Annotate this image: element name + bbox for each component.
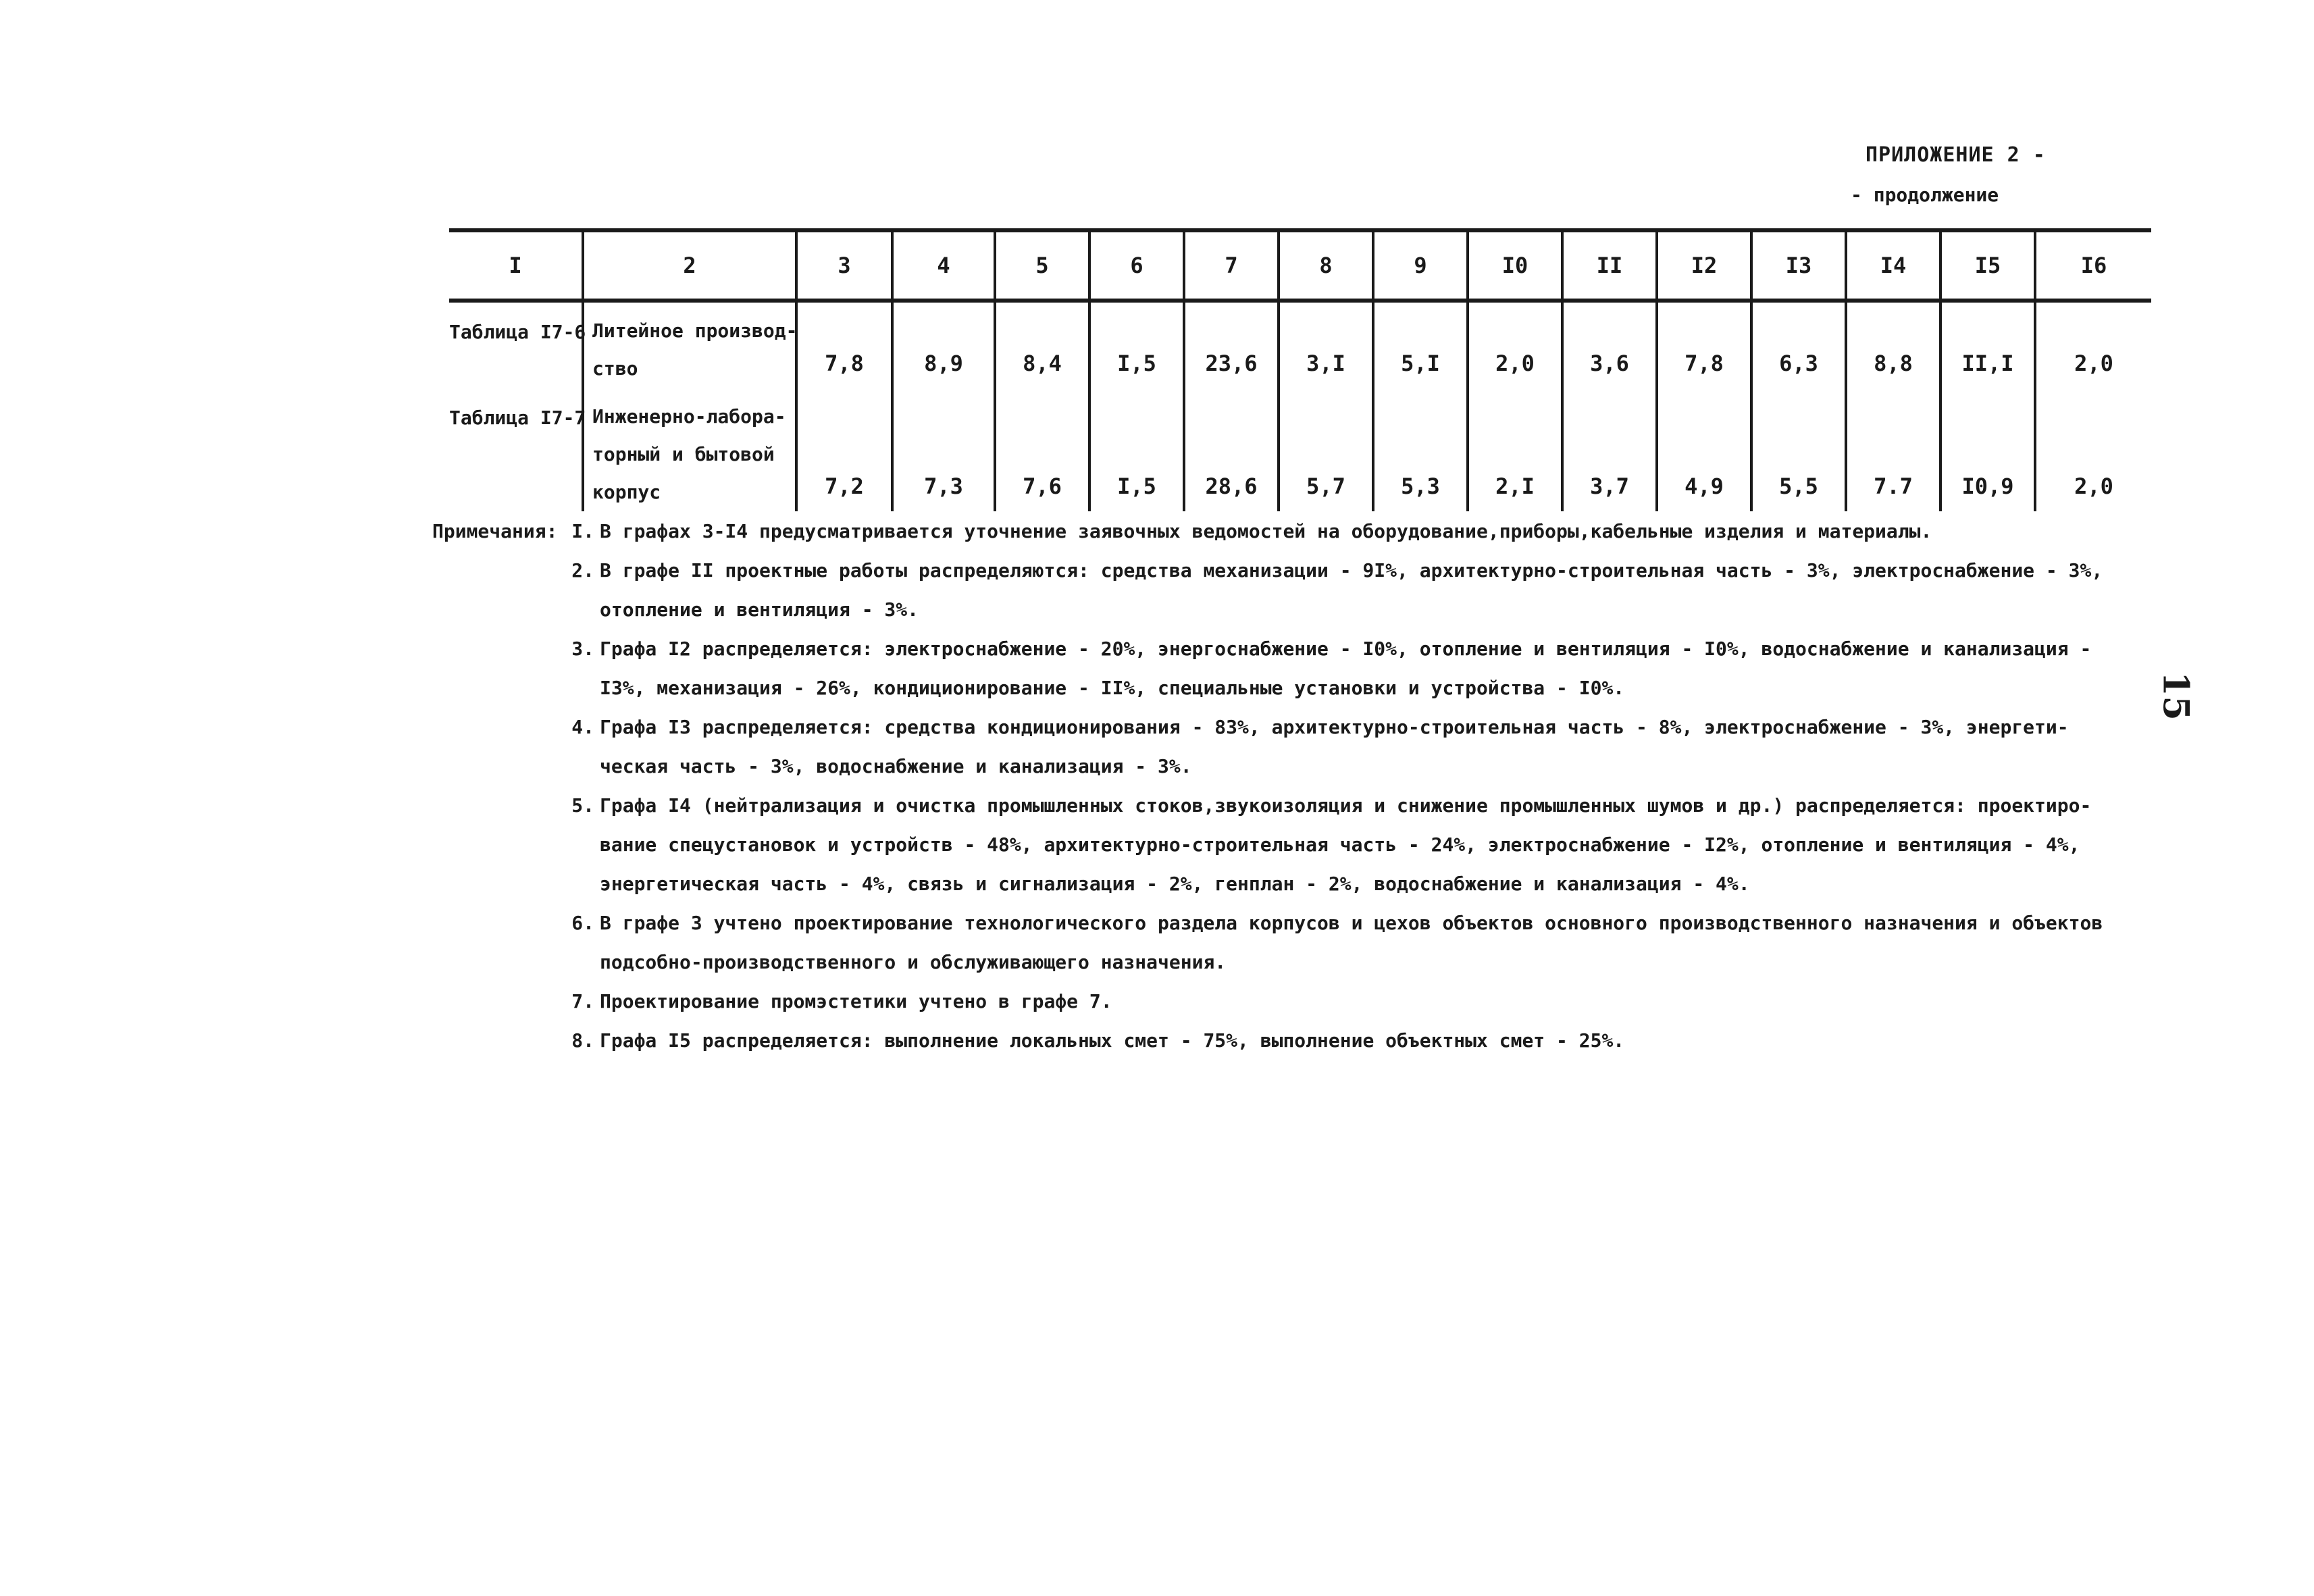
value-cell: 7,8 <box>796 301 892 388</box>
value-cell: 7,6 <box>995 388 1089 511</box>
note-number: 2. <box>571 559 594 582</box>
column-header: I2 <box>1657 230 1751 301</box>
note-item <box>432 904 2161 982</box>
object-name-line: торный и бытовой <box>592 443 775 465</box>
page-number: 15 <box>2155 671 2196 721</box>
column-header: 6 <box>1089 230 1184 301</box>
note-text-line: В графе II проектные работы распределяются: средства механизации - 9I%, архитектурно-строительная часть - 3%, электроснабжение - 3%, <box>600 559 2103 582</box>
note-text-line: отопление и вентиляция - 3%. <box>600 598 919 621</box>
table-reference-cell: Таблица I7-6 <box>449 321 586 343</box>
object-name-line: ство <box>592 357 638 380</box>
column-header: 5 <box>995 230 1089 301</box>
note-item <box>432 512 2161 551</box>
note-text-line: Графа I3 распределяется: средства кондиционирования - 83%, архитектурно-строительная часть - 8%, электроснабжение - 3%, энергети- <box>600 716 2069 738</box>
note-text-line: Проектирование промэстетики учтено в графе 7. <box>600 990 1112 1012</box>
object-name-cell <box>583 388 796 511</box>
note-text-line: Графа I4 (нейтрализация и очистка промышленных стоков,звукоизоляция и снижение промышленных шумов и др.) распределяется: проектиро- <box>600 794 2092 817</box>
value-cell: I,5 <box>1089 301 1184 388</box>
value-cell: 5,3 <box>1373 388 1468 511</box>
value-cell: 8,4 <box>995 301 1089 388</box>
note-number: 8. <box>571 1029 594 1052</box>
object-name-cell <box>583 301 796 388</box>
appendix-subtitle: - продолжение <box>1851 184 1999 206</box>
column-header: I6 <box>2035 230 2151 301</box>
column-header: I5 <box>1940 230 2035 301</box>
value-cell: 8,9 <box>892 301 995 388</box>
object-name-line: Инженерно-лабора- <box>592 405 786 428</box>
object-name-line: корпус <box>592 481 661 503</box>
value-cell: 3,7 <box>1562 388 1657 511</box>
table-row <box>449 388 2151 511</box>
note-item <box>432 982 2161 1021</box>
table-row <box>449 301 2151 388</box>
note-text-line: вание спецустановок и устройств - 48%, архитектурно-строительная часть - 24%, электроснабжение - I2%, отопление и вентиляция - 4%, <box>600 833 2080 856</box>
appendix-title: ПРИЛОЖЕНИЕ 2 - <box>1866 143 2046 167</box>
note-number: 6. <box>571 912 594 934</box>
value-cell: 2,0 <box>2035 301 2151 388</box>
column-header: 8 <box>1279 230 1373 301</box>
value-cell: 2,0 <box>1468 301 1562 388</box>
column-header: II <box>1562 230 1657 301</box>
table-body <box>449 301 2151 511</box>
column-header: 2 <box>583 230 796 301</box>
value-cell: 3,6 <box>1562 301 1657 388</box>
note-text-line: подсобно-производственного и обслуживающего назначения. <box>600 951 1227 973</box>
value-cell: II,I <box>1940 301 2035 388</box>
table-header <box>449 230 2151 301</box>
note-text-line: Графа I2 распределяется: электроснабжение - 20%, энергоснабжение - I0%, отопление и вентиляция - I0%, водоснабжение и канализация - <box>600 638 2092 660</box>
value-cell: 5,7 <box>1279 388 1373 511</box>
value-cell: 7,2 <box>796 388 892 511</box>
value-cell: 23,6 <box>1184 301 1279 388</box>
value-cell: 28,6 <box>1184 388 1279 511</box>
note-number: 4. <box>571 716 594 738</box>
note-text-line: В графах 3-I4 предусматривается уточнение заявочных ведомостей на оборудование,приборы,кабельные изделия и материалы. <box>600 520 1932 542</box>
note-item <box>432 551 2161 629</box>
object-name-line: Литейное производ- <box>592 319 798 342</box>
note-item <box>432 786 2161 904</box>
note-number: I. <box>571 520 594 542</box>
value-cell: I0,9 <box>1940 388 2035 511</box>
value-cell: I,5 <box>1089 388 1184 511</box>
value-cell: 3,I <box>1279 301 1373 388</box>
note-text-line: I3%, механизация - 26%, кондиционирование - II%, специальные установки и устройства - I0%. <box>600 677 1625 699</box>
note-number: 5. <box>571 794 594 817</box>
column-header: 3 <box>796 230 892 301</box>
value-cell: 4,9 <box>1657 388 1751 511</box>
note-number: 3. <box>571 638 594 660</box>
column-header: I <box>449 230 583 301</box>
value-cell: 8,8 <box>1846 301 1940 388</box>
note-text-line: В графе 3 учтено проектирование технологического раздела корпусов и цехов объектов основного производственного назначения и объектов <box>600 912 2103 934</box>
value-cell: 7.7 <box>1846 388 1940 511</box>
note-item <box>432 708 2161 786</box>
notes-label: Примечания: <box>432 520 558 542</box>
data-table <box>449 228 2151 511</box>
column-header: 4 <box>892 230 995 301</box>
value-cell: 2,0 <box>2035 388 2151 511</box>
column-header: I4 <box>1846 230 1940 301</box>
note-number: 7. <box>571 990 594 1012</box>
value-cell: 7,8 <box>1657 301 1751 388</box>
table-reference-cell: Таблица I7-7 <box>449 407 586 429</box>
note-item <box>432 629 2161 708</box>
note-text-line: ческая часть - 3%, водоснабжение и канализация - 3%. <box>600 755 1192 777</box>
note-text-line: Графа I5 распределяется: выполнение локальных смет - 75%, выполнение объектных смет - 25%. <box>600 1029 1625 1052</box>
value-cell: 5,5 <box>1751 388 1846 511</box>
value-cell: 5,I <box>1373 301 1468 388</box>
column-header: 7 <box>1184 230 1279 301</box>
column-header: I3 <box>1751 230 1846 301</box>
notes-section <box>432 512 2161 1060</box>
column-header: 9 <box>1373 230 1468 301</box>
note-text-line: энергетическая часть - 4%, связь и сигнализация - 2%, генплан - 2%, водоснабжение и канализация - 4%. <box>600 873 1750 895</box>
note-item <box>432 1021 2161 1060</box>
value-cell: 6,3 <box>1751 301 1846 388</box>
value-cell: 7,3 <box>892 388 995 511</box>
column-header: I0 <box>1468 230 1562 301</box>
value-cell: 2,I <box>1468 388 1562 511</box>
